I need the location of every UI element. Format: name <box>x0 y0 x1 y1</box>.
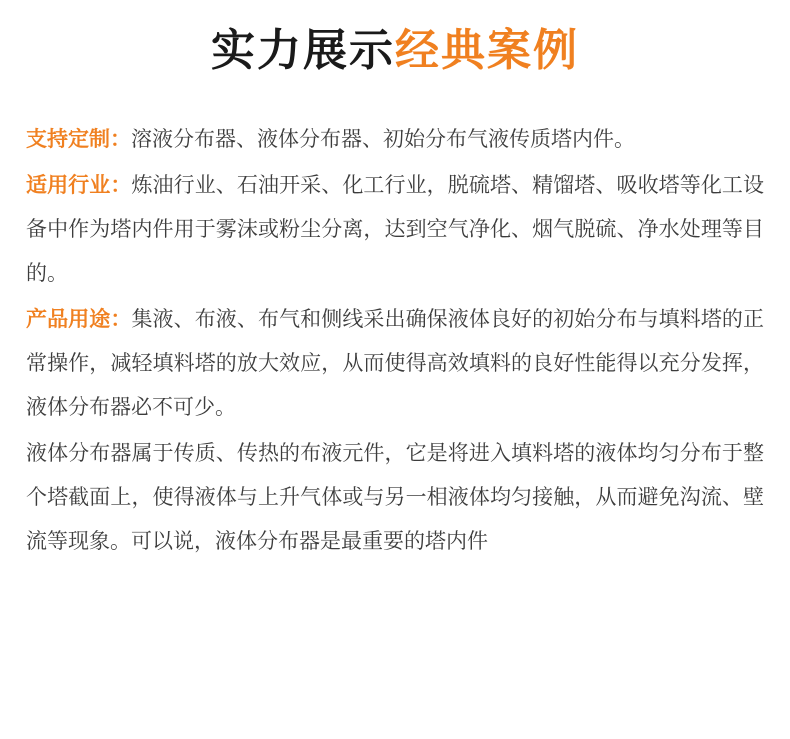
page-title <box>26 22 764 79</box>
content-body <box>26 117 764 563</box>
paragraph-usage <box>26 297 764 429</box>
paragraph-label-usage: 产品用途： <box>26 307 132 332</box>
paragraph-description <box>26 431 764 563</box>
paragraph-label-custom: 支持定制： <box>26 127 131 152</box>
page-title-primary: 实力展示 <box>211 25 395 76</box>
paragraph-industry <box>26 163 764 295</box>
paragraph-text-custom: 溶液分布器、液体分布器、初始分布气液传质塔内件。 <box>131 127 635 152</box>
paragraph-label-industry: 适用行业： <box>26 173 132 198</box>
page-title-accent: 经典案例 <box>395 25 579 76</box>
page-container <box>0 22 790 739</box>
paragraph-custom <box>26 117 764 161</box>
paragraph-text-description: 液体分布器属于传质、传热的布液元件，它是将进入填料塔的液体均匀分布于整个塔截面上，使得液体与上升气体或与另一相液体均匀接触，从而避免沟流、壁流等现象。可以说，液体分布器是最重要的塔内件 <box>26 441 764 554</box>
paragraph-text-usage: 集液、布液、布气和侧线采出确保液体良好的初始分布与填料塔的正常操作，减轻填料塔的放大效应，从而使得高效填料的良好性能得以充分发挥，液体分布器必不可少。 <box>26 307 765 420</box>
paragraph-text-industry: 炼油行业、石油开采、化工行业，脱硫塔、精馏塔、吸收塔等化工设备中作为塔内件用于雾沫或粉尘分离，达到空气净化、烟气脱硫、净水处理等目的。 <box>26 173 765 286</box>
